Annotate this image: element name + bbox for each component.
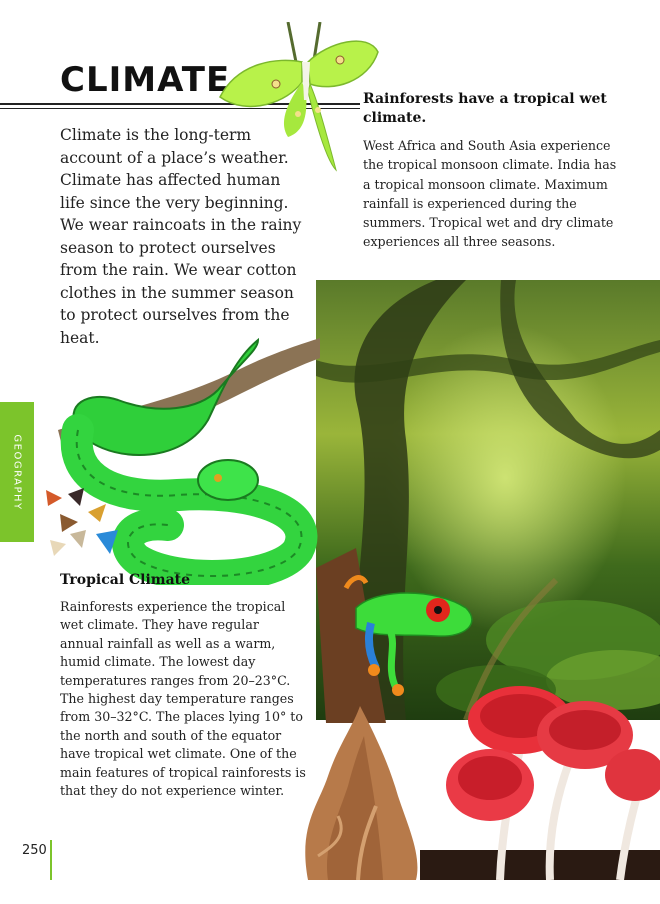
termite-mound-image xyxy=(298,706,422,880)
section-tab-label: GEOGRAPHY xyxy=(11,433,23,511)
page-number: 250 xyxy=(22,843,47,858)
intro-paragraph: Climate is the long-term account of a place’s weather. Climate has affected human life since the very beginning. We wear raincoats in the rainy season to protect ourselves from the rain. We wear cotton clothes in the summer season to protect ourselves from the heat. xyxy=(60,126,302,347)
page-number-rule xyxy=(50,840,52,880)
red-cup-fungi-image xyxy=(420,680,660,880)
rainforest-heading: Rainforests have a tropical wet climate. xyxy=(363,91,607,126)
rainforest-paragraph: West Africa and South Asia experience the tropical monsoon climate. India has a tropical monsoon climate. Maximum rainfall is experienced during the summers. Tropical wet and dry climate experiences all three seasons. xyxy=(363,138,617,250)
page-title: CLIMATE xyxy=(60,60,231,100)
section-tab xyxy=(0,402,34,542)
tropical-climate-paragraph: Rainforests experience the tropical wet climate. They have regular annual rainfall as well as a warm, humid climate. The lowest day temperatures ranges from 20–23°C. The highest day temperature ranges from 30–32°C. The places lying 10° to the north and south of the equator have tropical wet climate. One of the main features of tropical rainforests is that they do not experience winter. xyxy=(60,599,306,799)
butterflies-image xyxy=(40,484,122,562)
tropical-climate-heading: Tropical Climate xyxy=(60,572,191,588)
